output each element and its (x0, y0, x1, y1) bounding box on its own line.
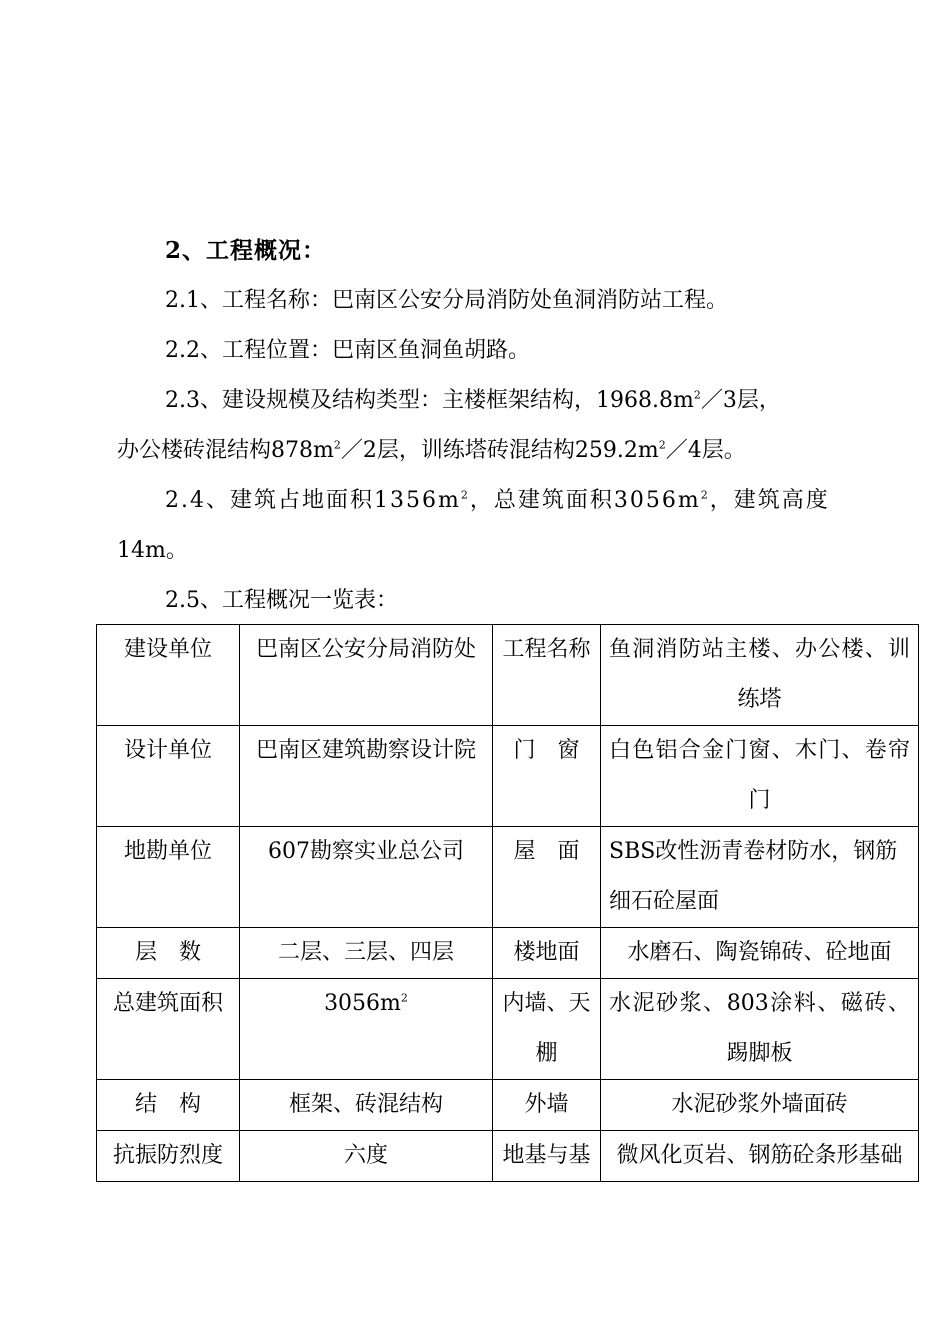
table-value: SBS改性沥青卷材防水，钢筋细石砼屋面 (601, 827, 919, 928)
project-overview-table (96, 624, 919, 1182)
table-key: 抗振防烈度 (97, 1131, 240, 1182)
table-row (97, 1131, 919, 1182)
scale-text-e: ／4层。 (665, 438, 746, 463)
scale-sup-c: 2 (658, 438, 666, 452)
area-sup-a: 2 (460, 488, 470, 502)
table-value: 巴南区公安分局消防处 (240, 625, 493, 726)
table-value: 水磨石、陶瓷锦砖、砼地面 (601, 928, 919, 979)
scale-sup-b: 2 (333, 438, 341, 452)
table-key: 内墙、天棚 (493, 979, 601, 1080)
scale-text-d: ／2层，训练塔砖混结构259.2m (340, 438, 659, 463)
table-key: 地勘单位 (97, 827, 240, 928)
paragraph-scale-line2 (117, 426, 746, 476)
table-key: 建设单位 (97, 625, 240, 726)
paragraph-table-caption: 2.5、工程概况一览表： (165, 588, 398, 613)
table-key: 门 窗 (493, 726, 601, 827)
table-row (97, 1080, 919, 1131)
table-value: 水泥砂浆外墙面砖 (601, 1080, 919, 1131)
scale-sup-a: 2 (693, 388, 701, 402)
table-value: 框架、砖混结构 (240, 1080, 493, 1131)
table-value: 607勘察实业总公司 (240, 827, 493, 928)
table-key: 楼地面 (493, 928, 601, 979)
table-row (97, 928, 919, 979)
area-value-sup: 2 (400, 991, 408, 1005)
area-sup-b: 2 (700, 488, 710, 502)
table-key: 层 数 (97, 928, 240, 979)
table-value: 六度 (240, 1131, 493, 1182)
scale-text-a: 2.3、建设规模及结构类型：主楼框架结构，1968.8m (165, 388, 694, 413)
table-key: 屋 面 (493, 827, 601, 928)
table-value: 微风化页岩、钢筋砼条形基础 (601, 1131, 919, 1182)
area-text-c: ，建筑高度 (709, 488, 830, 513)
table-key: 总建筑面积 (97, 979, 240, 1080)
table-value: 白色铝合金门窗、木门、卷帘门 (601, 726, 919, 827)
table-value: 鱼洞消防站主楼、办公楼、训练塔 (601, 625, 919, 726)
paragraph-project-location: 2.2、工程位置：巴南区鱼洞鱼胡路。 (165, 338, 530, 363)
table-row (97, 625, 919, 726)
table-row (97, 726, 919, 827)
table-key: 设计单位 (97, 726, 240, 827)
paragraph-area-line2: 14m。 (117, 538, 188, 563)
table-row (97, 979, 919, 1080)
table-key: 工程名称 (493, 625, 601, 726)
area-value: 3056m (324, 991, 401, 1016)
table-key: 外墙 (493, 1080, 601, 1131)
paragraph-project-name: 2.1、工程名称：巴南区公安分局消防处鱼洞消防站工程。 (165, 288, 728, 313)
table-value: 巴南区建筑勘察设计院 (240, 726, 493, 827)
paragraph-area-line1 (165, 476, 830, 526)
table-value (240, 979, 493, 1080)
area-text-b: ，总建筑面积3056m (469, 488, 701, 513)
scale-text-c: 办公楼砖混结构878m (117, 438, 334, 463)
table-value: 二层、三层、四层 (240, 928, 493, 979)
table-key: 结 构 (97, 1080, 240, 1131)
area-text-a: 2.4、建筑占地面积1356m (165, 488, 461, 513)
table-key: 地基与基 (493, 1131, 601, 1182)
table-value: 水泥砂浆、803涂料、磁砖、踢脚板 (601, 979, 919, 1080)
paragraph-scale-line1 (165, 376, 781, 426)
table-row (97, 827, 919, 928)
scale-text-b: ／3层， (700, 388, 781, 413)
section-heading: 2、工程概况： (165, 237, 327, 264)
